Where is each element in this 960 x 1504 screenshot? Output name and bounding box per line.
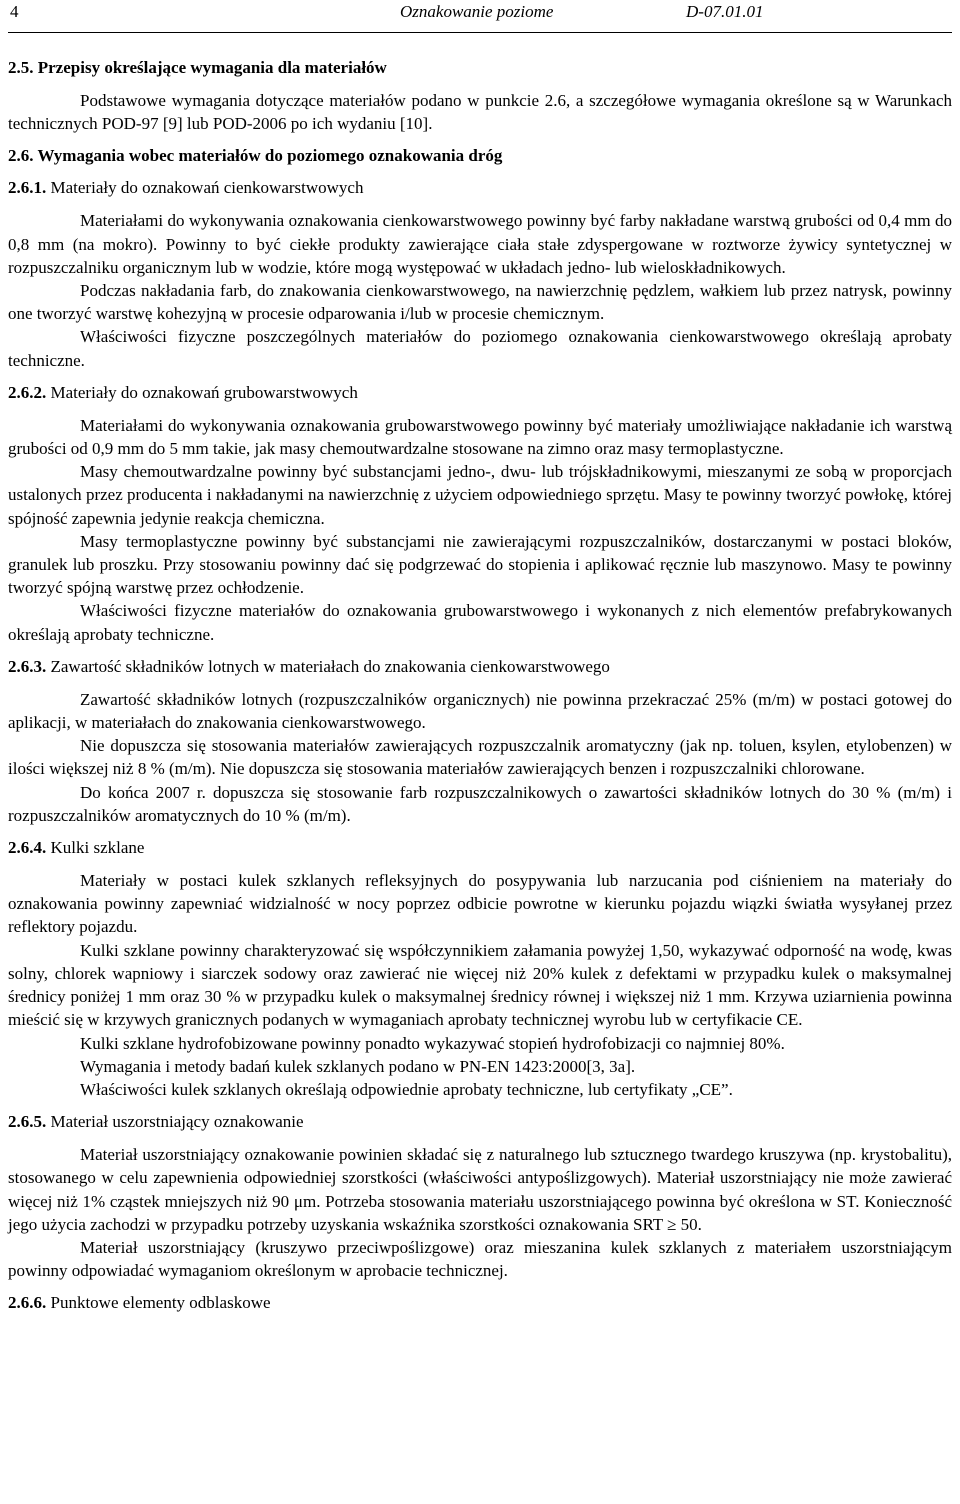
paragraph: Kulki szklane hydrofobizowane powinny ponadto wykazywać stopień hydrofobizacji co najmniej 80%. bbox=[80, 1033, 785, 1053]
paragraph: Masy termoplastyczne powinny być substancjami nie zawierającymi rozpuszczalników, dostarczanymi w postaci bloków, granulek lub proszku. Przy stosowaniu powinny dać się podgrzewać do stopienia i aplikować ręcznie lub maszynowo. Masy te powinny tworzyć spójną warstwę przez ochłodzenie. bbox=[8, 531, 952, 598]
page-number: 4 bbox=[10, 2, 19, 21]
paragraph: Właściwości fizyczne poszczególnych materiałów do poziomego oznakowania cienkowarstwowego określają aprobaty techniczne. bbox=[8, 327, 952, 370]
paragraph: Do końca 2007 r. dopuszcza się stosowanie farb rozpuszczalnikowych o zawartości składników lotnych do 30 % (m/m) i rozpuszczalników aromatycznych do 10 % (m/m). bbox=[8, 782, 952, 825]
section-2-6-5-heading bbox=[8, 1111, 952, 1133]
paragraph: Materiał uszorstniający oznakowanie powinien składać się z naturalnego lub sztucznego twardego kruszywa (np. krystobalitu), stosowanego w celu zapewnienia odpowiedniej szorstkości (właściwości antypoślizgowych). Materiał uszorstniający nie może zawierać więcej niż 1% cząstek mniejszych niż 90 μm. Potrzeba stosowania materiału uszorstniającego powinna być określona w ST. Konieczność jego użycia zachodzi w przypadku potrzeby uzyskania wskaźnika szorstkości oznakowania SRT ≥ 50. bbox=[8, 1145, 952, 1234]
section-2-5-heading: 2.5. Przepisy określające wymagania dla materiałów bbox=[8, 58, 387, 77]
section-number: 2.6.1. bbox=[8, 178, 47, 198]
section-number: 2.6.5. bbox=[8, 1112, 47, 1132]
section-title: Materiały do oznakowań cienkowarstwowych bbox=[46, 178, 364, 198]
section-2-6-heading: 2.6. Wymagania wobec materiałów do poziomego oznakowania dróg bbox=[8, 146, 503, 166]
paragraph: Zawartość składników lotnych (rozpuszczalników organicznych) nie powinna przekraczać 25% (m/m) w postaci gotowej do aplikacji, w materiałach do znakowania cienkowarstwowego. bbox=[8, 689, 952, 733]
header-title: Oznakowanie poziome bbox=[400, 2, 554, 21]
section-2-6-1-heading bbox=[8, 177, 952, 199]
section-number: 2.6.2. bbox=[8, 382, 47, 402]
section-title: Kulki szklane bbox=[46, 838, 145, 858]
paragraph: Kulki szklane powinny charakteryzować się współczynnikiem załamania powyżej 1,50, wykazywać odporność na wodę, kwas solny, chlorek wapniowy i siarczek sodowy oraz zawierać nie więcej niż 20% kulek z defektami w przypadku kulek o maksymalnej średnicy poniżej 1 mm oraz 30 % w przypadku kulek o maksymalnej średnicy równej i większej niż 1 mm. Krzywa uziarnienia powinna mieścić się w krzywych granicznych podanych w wymaganiach aprobaty technicznej wyrobu lub w certyfikacie CE. bbox=[8, 940, 952, 1030]
paragraph: Nie dopuszcza się stosowania materiałów zawierających rozpuszczalnik aromatyczny (jak np. toluen, ksylen, etylobenzen) w ilości większej niż 8 % (m/m). Nie dopuszcza się stosowania materiałów zawierających benzen i rozpuszczalniki chlorowane. bbox=[8, 736, 952, 779]
section-2-6-2-heading bbox=[8, 382, 952, 404]
header-code: D-07.01.01 bbox=[686, 2, 764, 21]
paragraph: Podczas nakładania farb, do znakowania cienkowarstwowego, na nawierzchnię pędzlem, wałkiem lub przez natrysk, powinny one tworzyć warstwę kohezyjną w procesie odparowania i/lub w procesie chemicznym. bbox=[8, 281, 952, 324]
paragraph: Właściwości fizyczne materiałów do oznakowania grubowarstwowego i wykonanych z nich elementów prefabrykowanych określają aprobaty techniczne. bbox=[8, 601, 952, 644]
paragraph: Materiałami do wykonywania oznakowania grubowarstwowego powinny być materiały umożliwiające nakładanie ich warstwą grubości od 0,9 mm do 5 mm takie, jak masy chemoutwardzalne stosowane na zimno oraz masy termoplastyczne. bbox=[8, 415, 952, 459]
paragraph: Materiały w postaci kulek szklanych refleksyjnych do posypywania lub narzucania pod ciśnieniem na materiały do oznakowania powinny zapewniać widzialność w nocy poprzez odbicie powrotne w kierunku pojazdu wiązki światła wysyłanej przez reflektory pojazdu. bbox=[8, 871, 952, 937]
section-number: 2.6.3. bbox=[8, 656, 47, 676]
section-title: Materiał uszorstniający oznakowanie bbox=[46, 1112, 304, 1132]
paragraph: Wymagania i metody badań kulek szklanych podano w PN-EN 1423:2000[3, 3a]. bbox=[80, 1056, 636, 1076]
section-number: 2.6.6. bbox=[8, 1293, 47, 1313]
page-header bbox=[8, 0, 952, 33]
section-number: 2.6.4. bbox=[8, 838, 47, 858]
section-2-6-6-heading bbox=[8, 1292, 952, 1314]
section-2-6-3-heading bbox=[8, 656, 952, 678]
section-title: Punktowe elementy odblaskowe bbox=[46, 1293, 271, 1313]
section-2-6-4-heading bbox=[8, 837, 952, 859]
paragraph: Materiałami do wykonywania oznakowania cienkowarstwowego powinny być farby nakładane warstwą grubości od 0,4 mm do 0,8 mm (na mokro). Powinny to być ciekłe produkty zawierające ciała stałe zdyspergowane w roztworze żywicy syntetycznej w rozpuszczalniku organicznym lub w wodzie, które mogą występować w układach jedno- lub wieloskładnikowych. bbox=[8, 211, 952, 277]
paragraph: Masy chemoutwardzalne powinny być substancjami jedno-, dwu- lub trójskładnikowymi, mieszanymi ze sobą w proporcjach ustalonych przez producenta i nakładanymi na nawierzchnię z użyciem odpowiedniego sprzętu. Masy te powinny tworzyć powłokę, której spójność zapewnia jedynie reakcja chemiczna. bbox=[8, 462, 952, 528]
paragraph: Materiał uszorstniający (kruszywo przeciwpoślizgowe) oraz mieszanina kulek szklanych z materiałem uszorstniającym powinny odpowiadać wymaganiom określonym w aprobacie technicznej. bbox=[8, 1237, 952, 1281]
document-page bbox=[8, 0, 952, 1314]
section-title: Materiały do oznakowań grubowarstwowych bbox=[46, 382, 358, 402]
section-title: Zawartość składników lotnych w materiałach do znakowania cienkowarstwowego bbox=[46, 656, 610, 676]
section-2-5-paragraph: Podstawowe wymagania dotyczące materiałów podano w punkcie 2.6, a szczegółowe wymagania określone są w Warunkach technicznych POD-97 [9] lub POD-2006 po ich wydaniu [10]. bbox=[8, 91, 952, 134]
paragraph: Właściwości kulek szklanych określają odpowiednie aprobaty techniczne, lub certyfikaty „CE”. bbox=[80, 1079, 733, 1099]
